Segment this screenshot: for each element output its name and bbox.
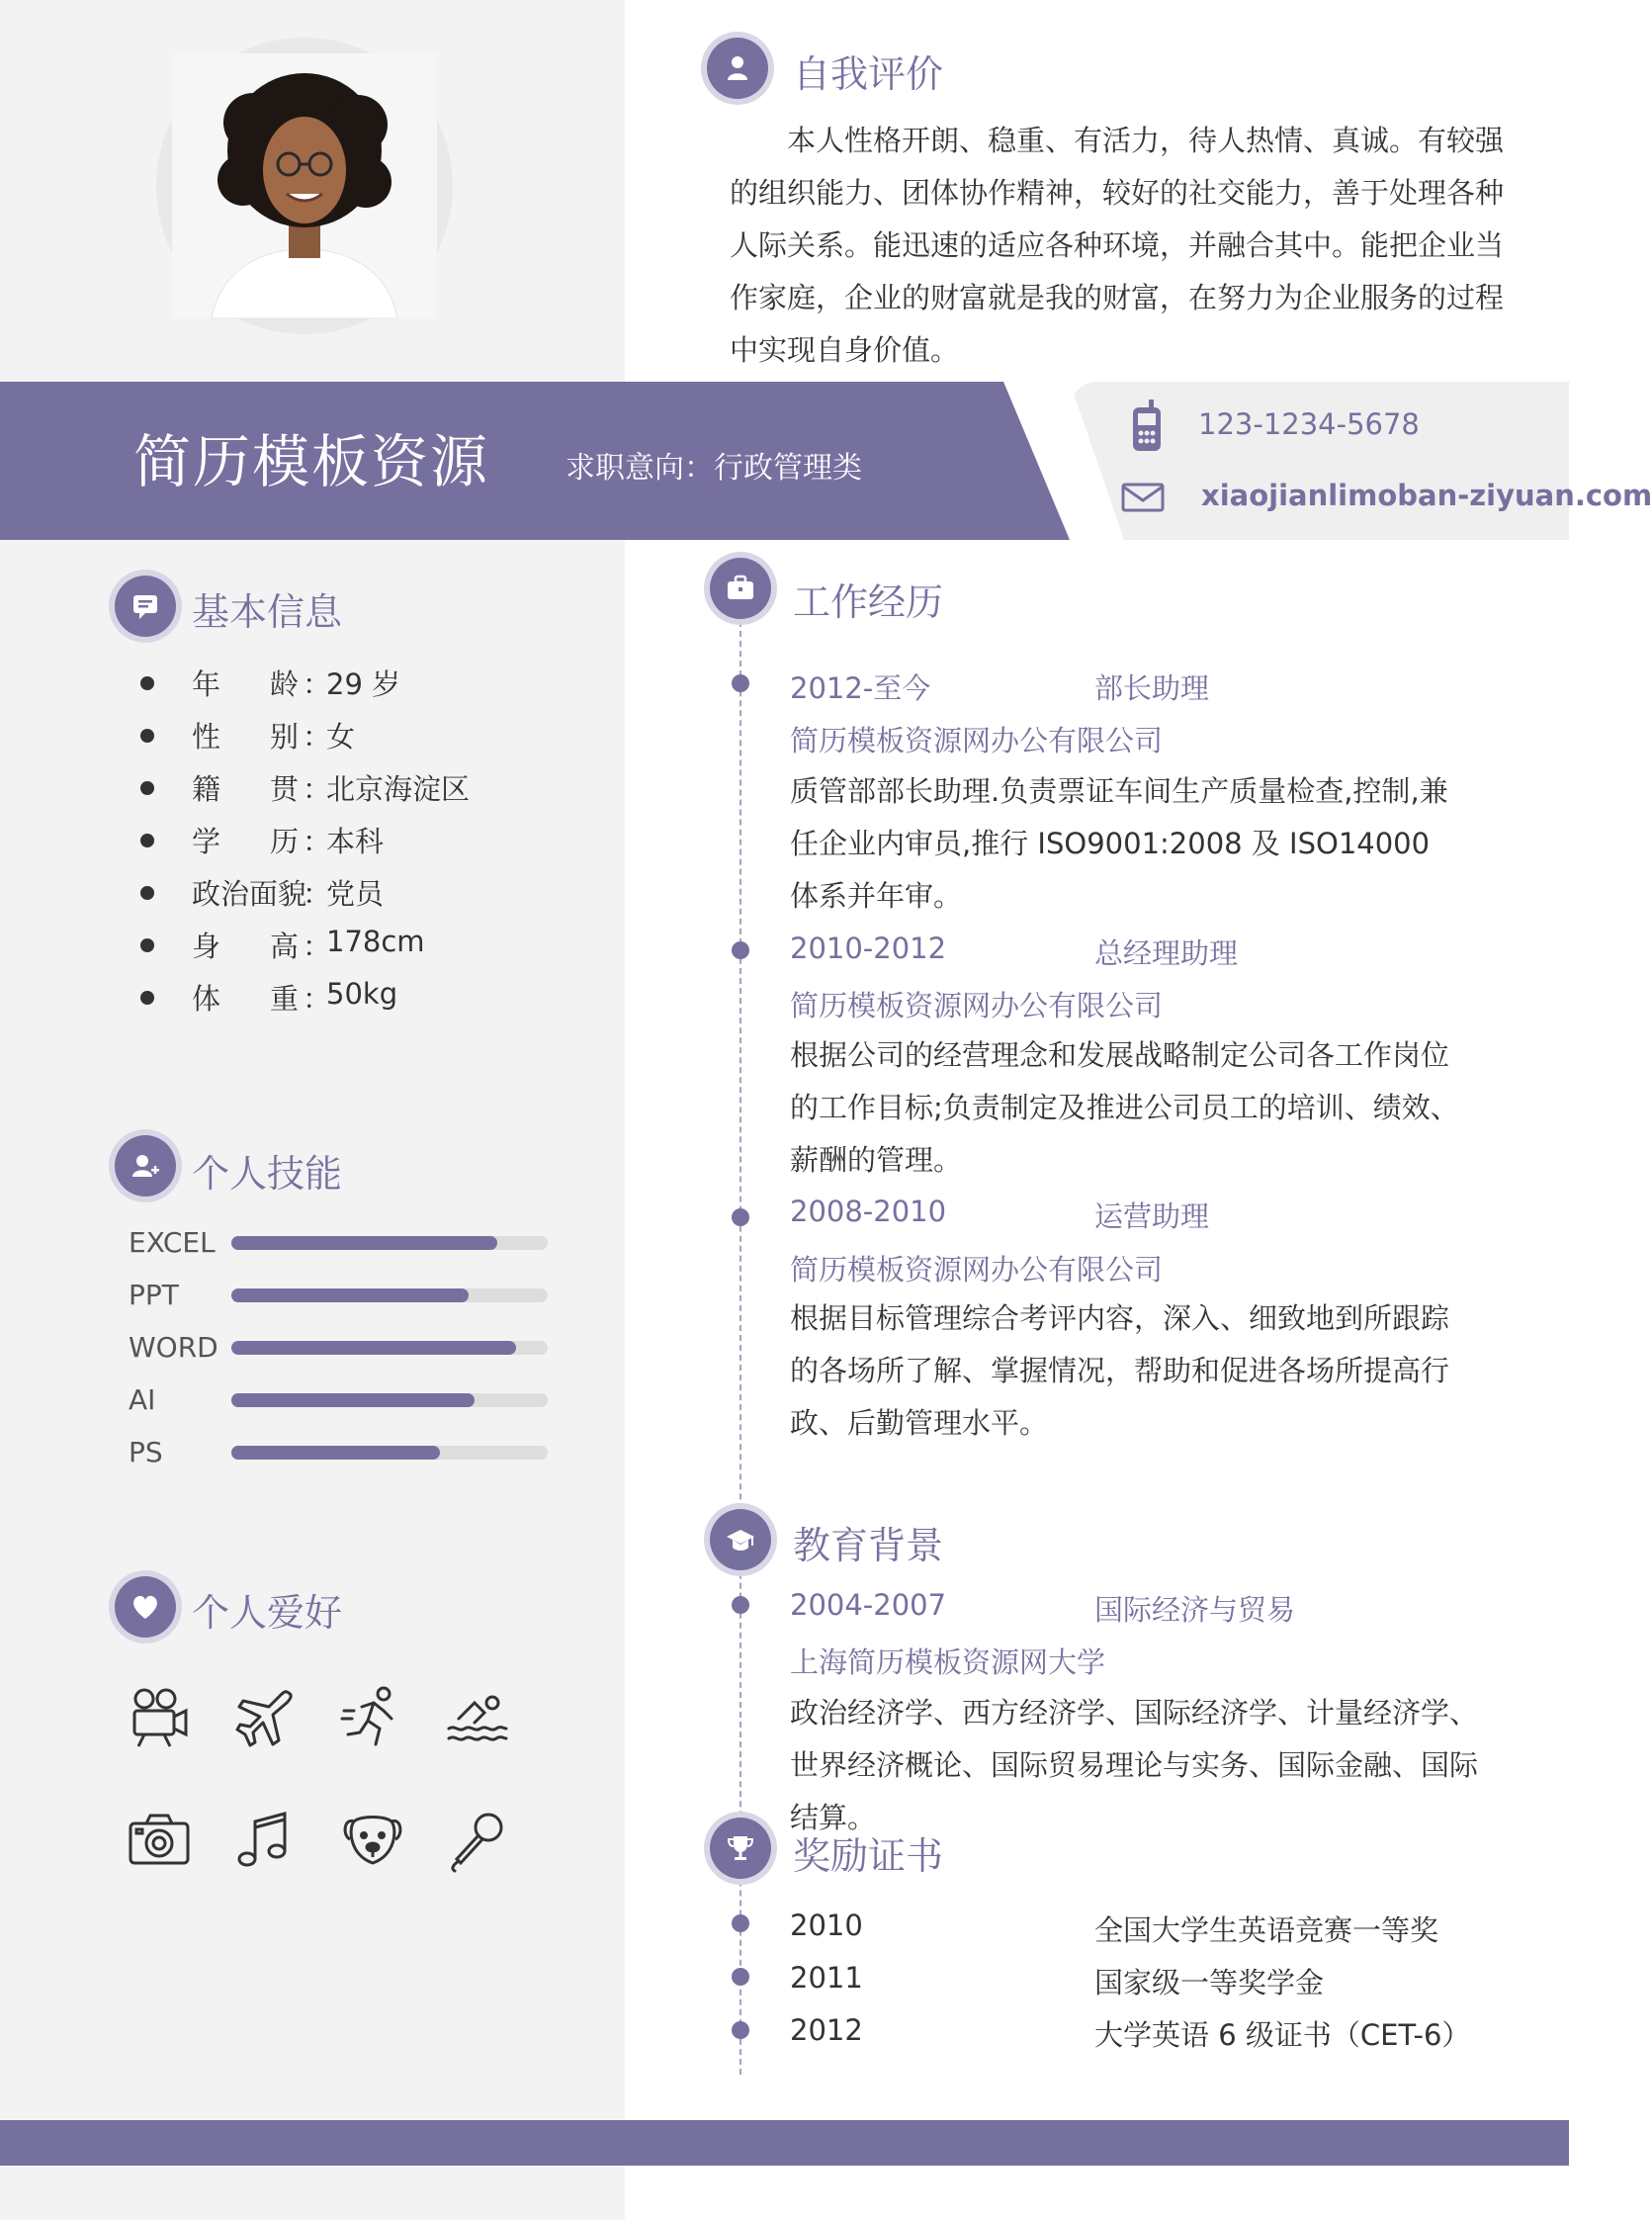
info-label: 籍 贯 [192,772,299,806]
info-value: 本科 [326,825,385,858]
info-value: 北京海淀区 [326,772,471,806]
hobbies-title: 个人爱好 [192,1591,343,1635]
work-description: 质管部部长助理.负责票证车间生产质量检查,控制,兼任企业内审员,推行 ISO9001:2008 及 ISO14000 体系并年审。 [790,774,1448,913]
work-position: 运营助理 [1094,1199,1210,1233]
award-name: 全国大学生英语竞赛一等奖 [1094,1913,1439,1947]
music-note-icon [233,1808,299,1873]
bullet [140,676,154,690]
award-year: 2011 [790,1961,863,1995]
timeline-dot [732,1914,749,1932]
work-position: 部长助理 [1094,671,1210,705]
skill-bar [231,1393,548,1407]
work-period: 2010-2012 [790,932,947,965]
work-icon [710,558,771,619]
running-icon [340,1685,405,1750]
job-intent: 求职意向：行政管理类 [565,451,862,486]
timeline-dot [732,941,749,959]
education-icon [710,1509,771,1570]
info-label: 身 高 [192,930,299,963]
awards-title: 奖励证书 [793,1834,944,1878]
info-value: 29 岁 [326,667,401,701]
skill-bar [231,1446,548,1460]
skill-bar-fill [231,1236,497,1250]
footer-bar [0,2120,1569,2166]
airplane-icon [233,1685,299,1750]
skills-title: 个人技能 [192,1152,343,1196]
skill-name: WORD [129,1331,218,1364]
skill-bar-fill [231,1446,440,1460]
info-value: 女 [326,720,356,754]
work-period: 2008-2010 [790,1195,947,1228]
work-company: 简历模板资源网办公有限公司 [790,724,1164,757]
video-camera-icon [127,1685,192,1750]
timeline-dot [732,1208,749,1226]
timeline-dot [732,1596,749,1614]
info-label: 政治面貌 [192,877,307,911]
self-evaluation-text: 本人性格开朗、稳重、有活力，待人热情、真诚。有较强的组织能力、团体协作精神，较好的社交能力，善于处理各种人际关系。能迅速的适应各种环境，并融合其中。能把企业当作家庭，企业的财富就是我的财富，在努力为企业服务的过程中实现自身价值。 [730,124,1505,367]
info-label: 体 重 [192,982,299,1016]
bullet [140,991,154,1005]
avatar [172,53,437,318]
work-title: 工作经历 [793,580,944,624]
phone-number: 123-1234-5678 [1198,407,1420,441]
self-evaluation-title: 自我评价 [793,52,944,96]
info-label: 年 龄 [192,667,299,701]
education-major: 国际经济与贸易 [1094,1593,1296,1627]
awards-icon [710,1818,771,1879]
work-description: 根据目标管理综合考评内容，深入、细致地到所跟踪的各场所了解、掌握情况，帮助和促进各场所提高行政、后勤管理水平。 [790,1301,1450,1440]
info-value: 50kg [326,977,398,1011]
self-evaluation-icon [707,38,768,99]
basic-info-title: 基本信息 [192,590,343,634]
work-company: 简历模板资源网办公有限公司 [790,989,1164,1022]
info-label: 学 历 [192,825,299,858]
bullet [140,938,154,952]
avatar-frame [156,38,453,334]
skill-bar [231,1288,548,1302]
work-period: 2012-至今 [790,671,931,705]
skill-bar [231,1341,548,1355]
skill-bar-fill [231,1393,475,1407]
phone-icon [1129,400,1165,453]
bullet [140,834,154,847]
timeline-dot [732,2021,749,2039]
mail-icon [1121,483,1165,512]
work-position: 总经理助理 [1094,936,1239,970]
skill-bar-fill [231,1341,516,1355]
skill-name: PS [129,1436,163,1468]
basic-info-icon [115,576,176,637]
info-label: 性 别 [192,720,299,754]
skill-name: EXCEL [129,1226,216,1259]
swimming-icon [445,1685,510,1750]
skill-name: PPT [129,1279,179,1311]
camera-icon [127,1808,192,1873]
award-year: 2010 [790,1909,863,1942]
award-year: 2012 [790,2013,863,2047]
education-period: 2004-2007 [790,1588,947,1622]
work-description: 根据公司的经营理念和发展战略制定公司各工作岗位的工作目标;负责制定及推进公司员工的培训、绩效、薪酬的管理。 [790,1038,1459,1177]
dog-icon [340,1808,405,1873]
skills-icon [115,1135,176,1197]
hobbies-icon [115,1576,176,1638]
education-description: 政治经济学、西方经济学、国际经济学、计量经济学、世界经济概论、国际贸易理论与实务、国际金融、国际结算。 [790,1696,1479,1834]
bullet [140,729,154,743]
education-title: 教育背景 [793,1524,944,1567]
award-name: 国家级一等奖学金 [1094,1966,1325,1999]
skill-name: AI [129,1383,156,1416]
skill-bar [231,1236,548,1250]
email-address: xiaojianlimoban-ziyuan.com [1201,479,1652,512]
info-value: 178cm [326,925,425,958]
work-company: 简历模板资源网办公有限公司 [790,1253,1164,1287]
bullet [140,886,154,900]
name-title: 简历模板资源 [133,428,490,495]
education-school: 上海简历模板资源网大学 [790,1645,1106,1679]
timeline-dot [732,1968,749,1986]
skill-bar-fill [231,1288,469,1302]
microphone-icon [445,1808,510,1873]
info-value: 党员 [326,877,385,911]
award-name: 大学英语 6 级证书（CET-6） [1094,2018,1471,2052]
bullet [140,781,154,795]
timeline-dot [732,674,749,692]
